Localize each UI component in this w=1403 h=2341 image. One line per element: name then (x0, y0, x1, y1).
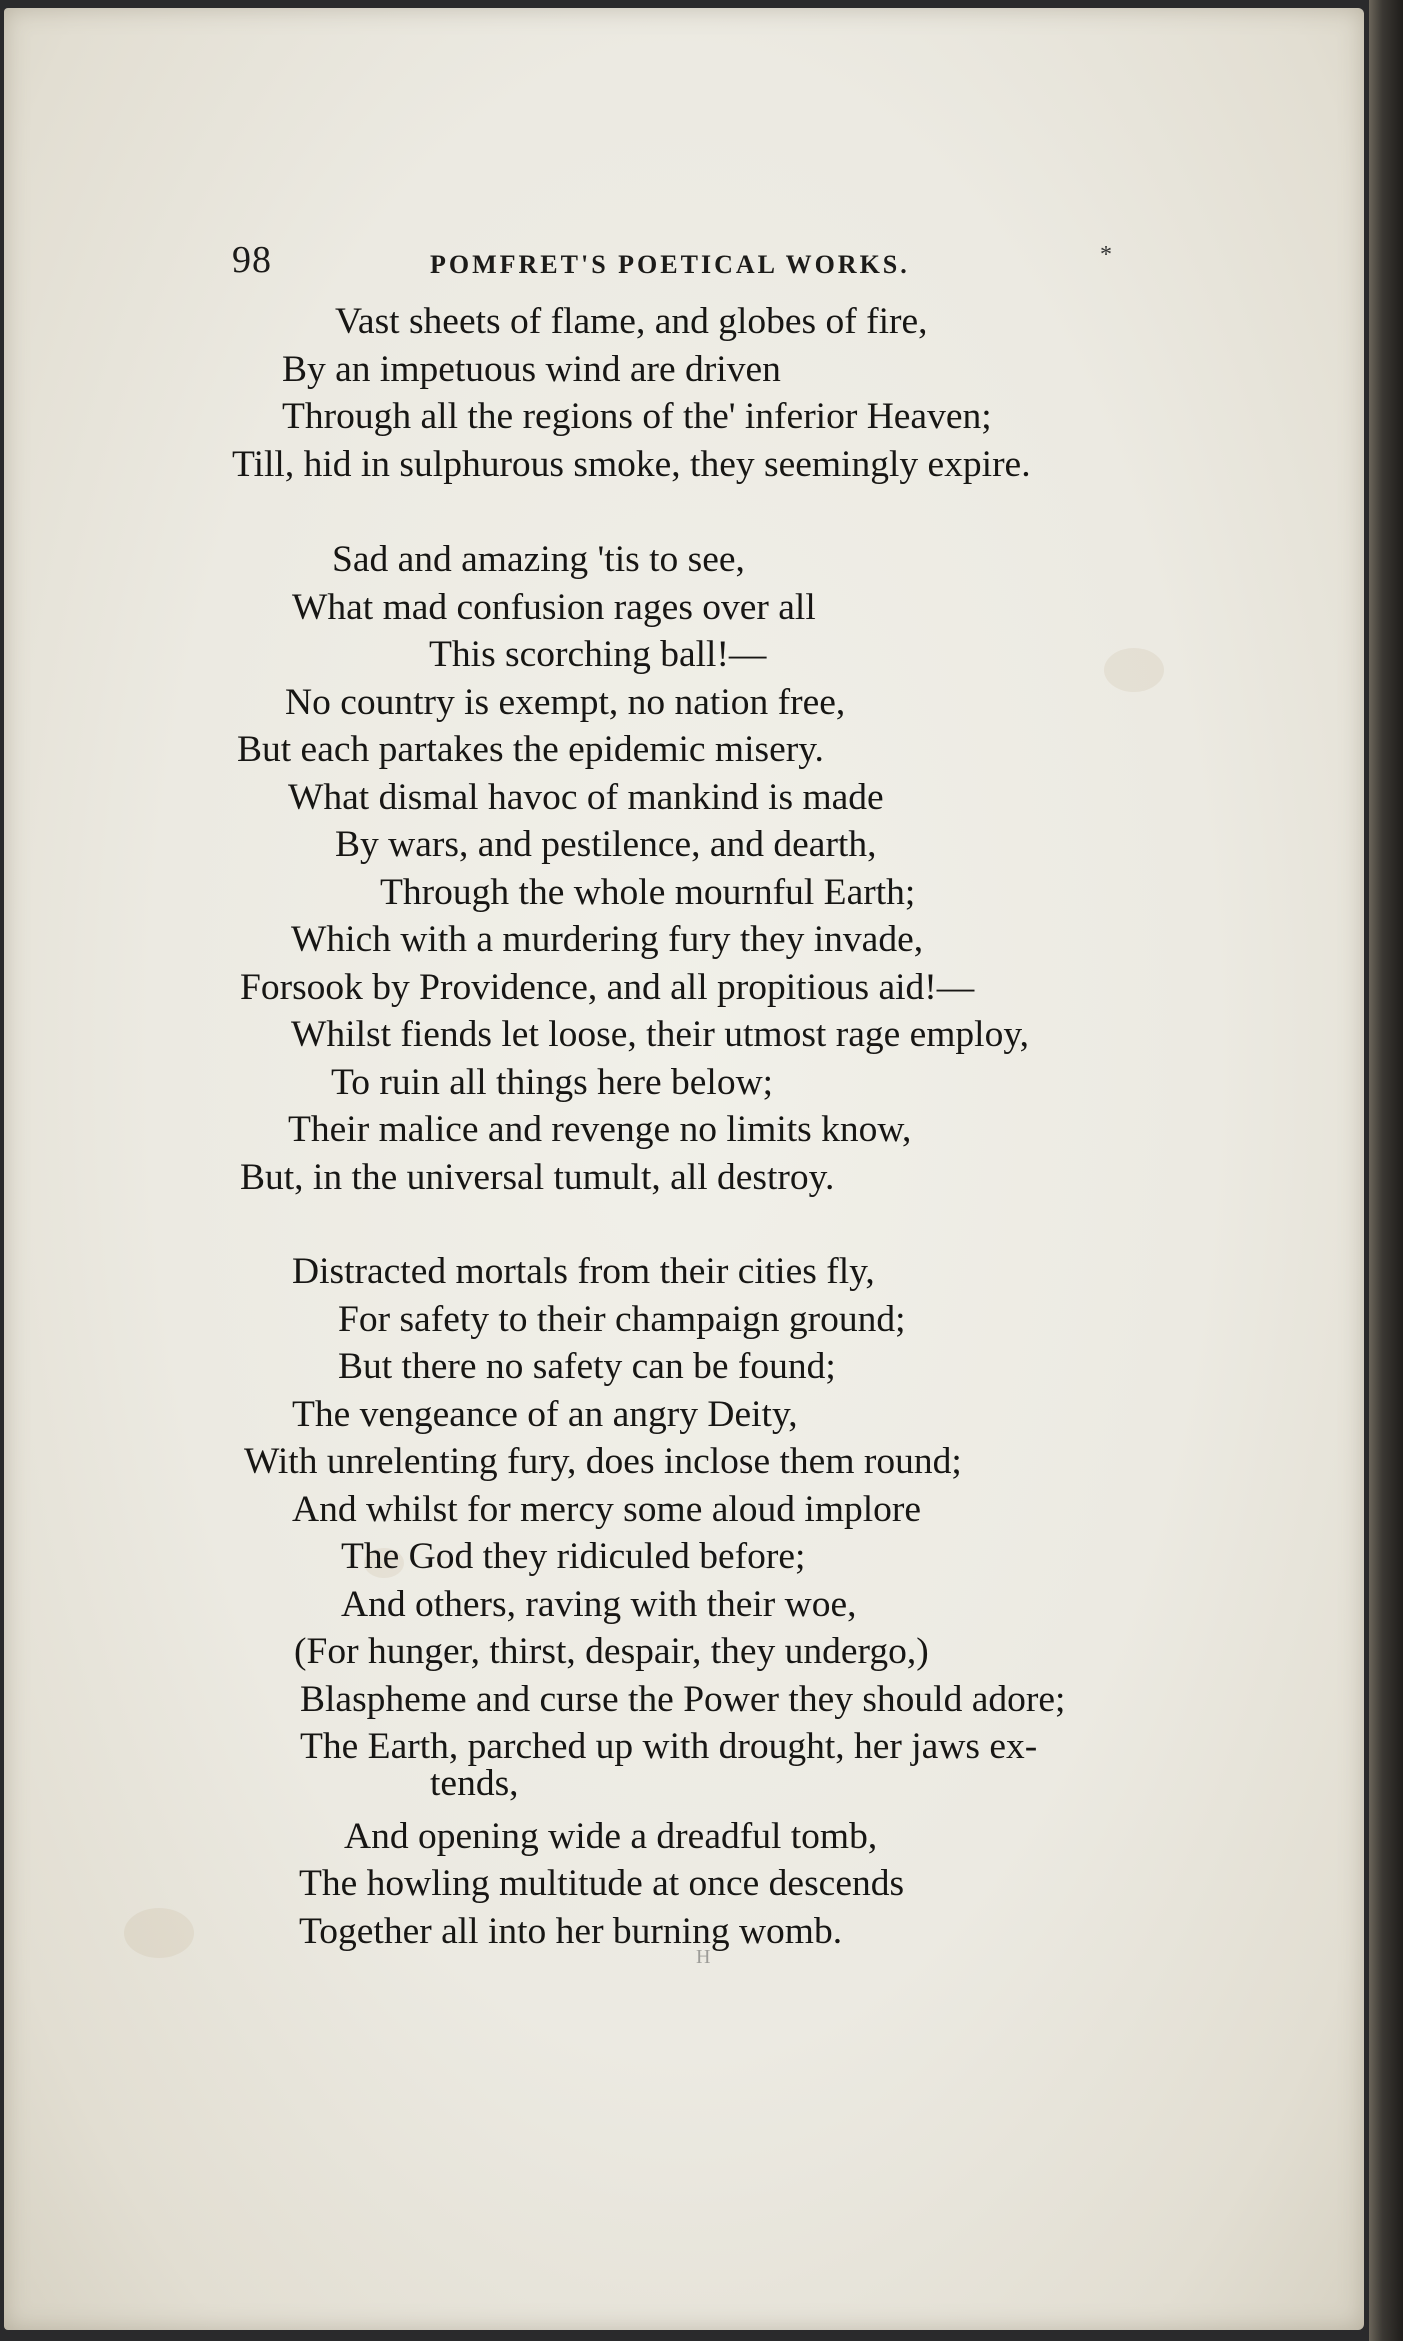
running-title: POMFRET'S POETICAL WORKS. (430, 250, 910, 279)
poem-line: With unrelenting fury, does inclose them round; (244, 1441, 962, 1482)
poem-line: Which with a murdering fury they invade, (291, 919, 924, 960)
running-head-mark: * (1100, 242, 1112, 268)
poem-line: No country is exempt, no nation free, (285, 682, 846, 723)
poem-line: Together all into her burning womb. (299, 1911, 843, 1952)
poem-body (4, 8, 1364, 2330)
poem-line: What dismal havoc of mankind is made (288, 777, 884, 818)
poem-line: What mad confusion rages over all (292, 587, 816, 628)
poem-line: To ruin all things here below; (331, 1062, 774, 1103)
poem-line: For safety to their champaign ground; (338, 1299, 906, 1340)
poem-line: Till, hid in sulphurous smoke, they seemingly expire. (232, 444, 1031, 485)
poem-line: Whilst fiends let loose, their utmost rage employ, (291, 1014, 1030, 1055)
poem-line: But there no safety can be found; (338, 1346, 836, 1387)
poem-line: And others, raving with their woe, (341, 1584, 857, 1625)
page-sheet (4, 8, 1364, 2330)
page-number: 98 (232, 239, 272, 281)
poem-line: By wars, and pestilence, and dearth, (335, 824, 877, 865)
book-binding-edge (1369, 0, 1403, 2341)
poem-line: But each partakes the epidemic misery. (237, 729, 824, 770)
poem-line: tends, (430, 1763, 519, 1804)
poem-line: Sad and amazing 'tis to see, (332, 539, 745, 580)
signature-mark: H (696, 1946, 711, 1968)
poem-line: Blaspheme and curse the Power they should adore; (300, 1679, 1066, 1720)
poem-line: (For hunger, thirst, despair, they undergo,) (294, 1631, 929, 1672)
poem-line: And opening wide a dreadful tomb, (344, 1816, 878, 1857)
poem-line: Vast sheets of flame, and globes of fire, (335, 301, 928, 342)
poem-line: The Earth, parched up with drought, her jaws ex- (300, 1726, 1038, 1767)
poem-line: The howling multitude at once descends (299, 1863, 905, 1904)
poem-line: This scorching ball!— (429, 634, 767, 675)
poem-line: The vengeance of an angry Deity, (292, 1394, 798, 1435)
poem-line: Through all the regions of the' inferior Heaven; (282, 396, 992, 437)
poem-line: Distracted mortals from their cities fly, (292, 1251, 875, 1292)
poem-line: Their malice and revenge no limits know, (288, 1109, 912, 1150)
poem-line: But, in the universal tumult, all destroy. (240, 1157, 835, 1198)
poem-line: The God they ridiculed before; (341, 1536, 806, 1577)
poem-line: Through the whole mournful Earth; (380, 872, 916, 913)
poem-line: By an impetuous wind are driven (282, 349, 781, 390)
poem-line: Forsook by Providence, and all propitious aid!— (240, 967, 975, 1008)
poem-line: And whilst for mercy some aloud implore (292, 1489, 922, 1530)
